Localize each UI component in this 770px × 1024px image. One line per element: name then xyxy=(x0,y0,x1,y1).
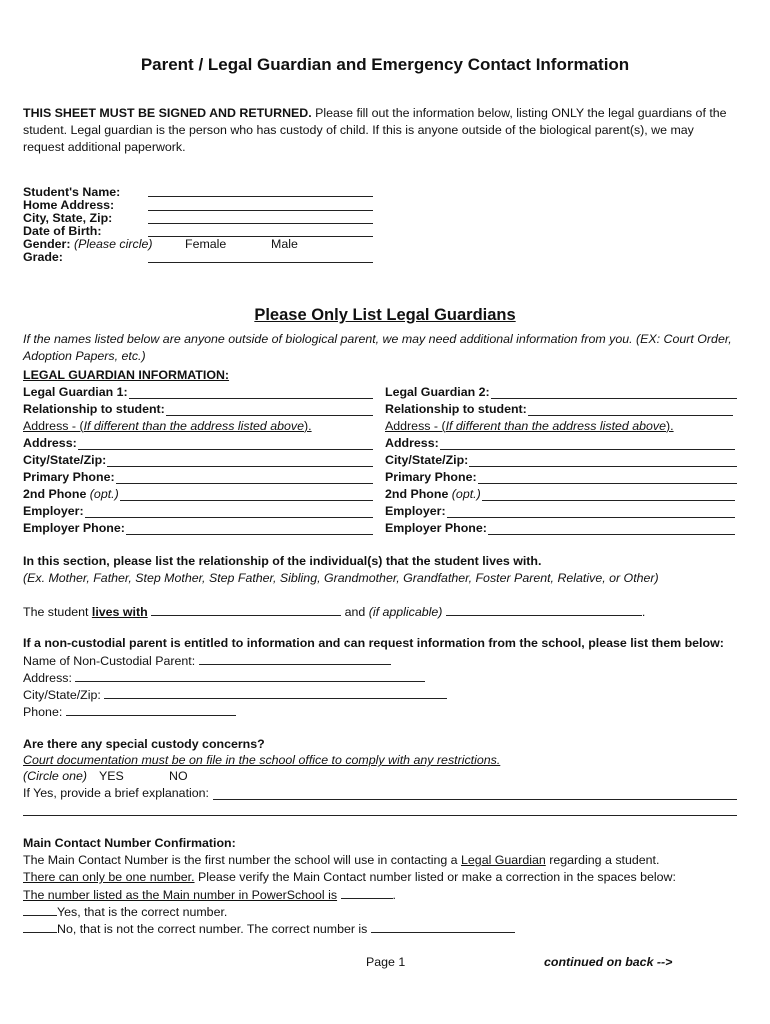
continued-on-back: continued on back --> xyxy=(544,955,673,969)
main-contact-no-row xyxy=(23,921,515,936)
non-custodial-phone-label: Phone: xyxy=(23,705,63,719)
custody-explain-field[interactable] xyxy=(213,788,737,800)
main-contact-yes-check[interactable] xyxy=(23,904,57,916)
guardian2-employer-phone-row[interactable] xyxy=(385,521,735,535)
guardian1-city-field[interactable] xyxy=(107,455,373,467)
main-contact-line-2 xyxy=(23,870,676,884)
non-custodial-phone-field[interactable] xyxy=(66,704,236,716)
non-custodial-name-label: Name of Non-Custodial Parent: xyxy=(23,654,196,668)
lives-with-examples: (Ex. Mother, Father, Step Mother, Step Father, Sibling, Grandmother, Grandfather, Foster Parent, Relative, or Other) xyxy=(23,571,659,585)
guardian1-employer-label: Employer: xyxy=(23,504,84,518)
guardian1-employer-field[interactable] xyxy=(85,506,373,518)
guardian2-address-label: Address: xyxy=(385,436,439,450)
guardian2-primary-phone-field[interactable] xyxy=(478,472,737,484)
guardian2-title: Legal Guardian 2: xyxy=(385,385,490,399)
guardian2-employer-phone-field[interactable] xyxy=(488,523,735,535)
guardian2-employer-phone-label: Employer Phone: xyxy=(385,521,487,535)
intro-bold: THIS SHEET MUST BE SIGNED AND RETURNED. xyxy=(23,106,312,120)
grade-field[interactable] xyxy=(148,262,373,263)
page-number: Page 1 xyxy=(366,955,406,969)
lives-with-second-field[interactable] xyxy=(446,604,642,616)
guardian2-name-field[interactable] xyxy=(491,387,737,399)
guardian2-address-note xyxy=(385,419,674,433)
lives-with-prefix: The student xyxy=(23,605,92,619)
lives-with-period: . xyxy=(641,605,646,619)
guardian1-employer-phone-row[interactable] xyxy=(23,521,373,535)
guardian2-address-field[interactable] xyxy=(440,438,735,450)
guardian2-city-row[interactable] xyxy=(385,453,737,467)
home-address-label: Home Address: xyxy=(23,198,115,212)
custody-explain-label: If Yes, provide a brief explanation: xyxy=(23,786,209,800)
lives-with-if-applicable: (if applicable) xyxy=(368,605,443,619)
lives-with-row xyxy=(23,604,645,619)
custody-circle-one: (Circle one) xyxy=(23,769,88,783)
guardian1-employer-row[interactable] xyxy=(23,504,373,518)
guardians-note-line-2: Adoption Papers, etc.) xyxy=(23,349,146,363)
student-name-label: Student's Name: xyxy=(23,185,121,199)
guardian1-primary-phone-field[interactable] xyxy=(116,472,373,484)
dob-field[interactable] xyxy=(148,236,373,237)
main-contact-one-number: There can only be one number. xyxy=(23,870,195,884)
guardian1-address-field[interactable] xyxy=(78,438,373,450)
main-contact-powerschool: The number listed as the Main number in PowerSchool is xyxy=(23,888,338,902)
gender-label: Gender: xyxy=(23,237,71,251)
guardian2-employer-field[interactable] xyxy=(447,506,735,518)
guardian2-relationship-row[interactable] xyxy=(385,402,733,416)
guardian1-relationship-row[interactable] xyxy=(23,402,373,416)
guardians-heading: Please Only List Legal Guardians xyxy=(254,306,516,324)
main-contact-line-3 xyxy=(23,887,396,902)
guardian2-city-field[interactable] xyxy=(469,455,737,467)
custody-yes-option[interactable]: YES xyxy=(99,769,124,783)
guardian2-relationship-label: Relationship to student: xyxy=(385,402,527,416)
guardian1-address-label: Address: xyxy=(23,436,77,450)
non-custodial-name-row xyxy=(23,653,391,668)
guardian1-title: Legal Guardian 1: xyxy=(23,385,128,399)
non-custodial-address-field[interactable] xyxy=(75,670,425,682)
intro-line-3: request additional paperwork. xyxy=(23,140,186,154)
non-custodial-heading: If a non-custodial parent is entitled to information and can request information from the school, please list them below: xyxy=(23,636,724,650)
guardian2-addr-note-suffix: ). xyxy=(666,419,674,433)
guardian1-second-phone-field[interactable] xyxy=(120,489,373,501)
lives-with-label: lives with xyxy=(91,605,148,619)
main-contact-number-field[interactable] xyxy=(341,887,393,899)
non-custodial-city-label: City/State/Zip: xyxy=(23,688,101,702)
guardian1-city-label: City/State/Zip: xyxy=(23,453,107,467)
main-contact-heading: Main Contact Number Confirmation: xyxy=(23,836,236,850)
custody-explain-field-2[interactable] xyxy=(23,815,737,816)
guardian2-primary-phone-row[interactable] xyxy=(385,470,737,484)
intro-line-2: student. Legal guardian is the person who has custody of child. If this is anyone outside of the biological parent(s), we may xyxy=(23,123,694,137)
guardian1-relationship-label: Relationship to student: xyxy=(23,402,165,416)
student-name-field[interactable] xyxy=(148,196,373,197)
intro-line-1-rest: Please fill out the information below, listing ONLY the legal guardians of the xyxy=(311,106,727,120)
guardian1-primary-phone-row[interactable] xyxy=(23,470,373,484)
guardian1-second-phone-row[interactable] xyxy=(23,487,373,501)
city-state-zip-field[interactable] xyxy=(148,223,373,224)
guardian1-city-row[interactable] xyxy=(23,453,373,467)
lives-with-and: and xyxy=(344,605,366,619)
main-contact-line-1-post: regarding a student. xyxy=(545,853,660,867)
dob-label: Date of Birth: xyxy=(23,224,102,238)
main-contact-line-2-rest: Please verify the Main Contact number listed or make a correction in the spaces below: xyxy=(194,870,676,884)
main-contact-yes-label: Yes, that is the correct number. xyxy=(57,905,228,919)
city-state-zip-label: City, State, Zip: xyxy=(23,211,113,225)
main-contact-no-label: No, that is not the correct number. The correct number is xyxy=(57,922,368,936)
guardian2-city-label: City/State/Zip: xyxy=(385,453,469,467)
guardian2-addr-note-italic: If different than the address listed above xyxy=(445,419,667,433)
guardian1-addr-note-suffix: ). xyxy=(304,419,312,433)
guardian1-name-row[interactable] xyxy=(23,385,373,399)
guardian2-addr-note-prefix: Address - ( xyxy=(385,419,446,433)
gender-female-option[interactable]: Female xyxy=(185,237,227,251)
main-contact-no-check[interactable] xyxy=(23,921,57,933)
guardian2-address-row[interactable] xyxy=(385,436,735,450)
guardian1-second-phone-label: 2nd Phone xyxy=(23,487,87,501)
gender-row xyxy=(23,237,152,251)
custody-no-option[interactable]: NO xyxy=(169,769,188,783)
main-contact-line-3-end: . xyxy=(392,888,396,902)
non-custodial-city-row xyxy=(23,687,447,702)
grade-label: Grade: xyxy=(23,250,63,264)
custody-explain-row xyxy=(23,786,737,800)
home-address-field[interactable] xyxy=(148,210,373,211)
guardian2-employer-label: Employer: xyxy=(385,504,446,518)
guardians-note-line-1: If the names listed below are anyone outside of biological parent, we may need additional information from you. (EX: Court Order, xyxy=(23,332,732,346)
guardian1-primary-phone-label: Primary Phone: xyxy=(23,470,115,484)
guardian2-opt-note: (opt.) xyxy=(451,487,481,501)
guardian1-addr-note-prefix: Address - ( xyxy=(23,419,84,433)
lives-with-field[interactable] xyxy=(151,604,341,616)
guardian2-primary-phone-label: Primary Phone: xyxy=(385,470,477,484)
gender-male-option[interactable]: Male xyxy=(271,237,298,251)
main-contact-line-1-pre: The Main Contact Number is the first number the school will use in contacting a xyxy=(23,853,462,867)
guardian2-employer-row[interactable] xyxy=(385,504,735,518)
guardian2-second-phone-label: 2nd Phone xyxy=(385,487,449,501)
main-contact-legal-guardian: Legal Guardian xyxy=(461,853,546,867)
intro-line-1 xyxy=(23,106,727,120)
non-custodial-name-field[interactable] xyxy=(199,653,391,665)
guardian2-name-row[interactable] xyxy=(385,385,737,399)
non-custodial-address-label: Address: xyxy=(23,671,72,685)
guardian1-address-note xyxy=(23,419,312,433)
guardian1-opt-note: (opt.) xyxy=(89,487,119,501)
guardian1-name-field[interactable] xyxy=(129,387,373,399)
main-contact-line-1 xyxy=(23,853,659,867)
guardian2-relationship-field[interactable] xyxy=(528,404,733,416)
guardian1-relationship-field[interactable] xyxy=(166,404,373,416)
lives-with-heading: In this section, please list the relationship of the individual(s) that the student lives with. xyxy=(23,554,542,568)
guardian1-employer-phone-field[interactable] xyxy=(126,523,373,535)
guardian1-employer-phone-label: Employer Phone: xyxy=(23,521,125,535)
guardian2-second-phone-row[interactable] xyxy=(385,487,735,501)
main-contact-correct-number-field[interactable] xyxy=(371,921,515,933)
main-contact-yes-row xyxy=(23,904,227,919)
gender-note: (Please circle) xyxy=(73,237,153,251)
guardian1-addr-note-italic: If different than the address listed above xyxy=(83,419,305,433)
non-custodial-address-row xyxy=(23,670,425,685)
non-custodial-city-field[interactable] xyxy=(104,687,447,699)
custody-heading: Are there any special custody concerns? xyxy=(23,737,265,751)
non-custodial-phone-row xyxy=(23,704,236,719)
custody-note: Court documentation must be on file in the school office to comply with any restrictions. xyxy=(23,753,501,767)
guardian2-second-phone-field[interactable] xyxy=(482,489,735,501)
guardian1-address-row[interactable] xyxy=(23,436,373,450)
page-title: Parent / Legal Guardian and Emergency Contact Information xyxy=(140,55,630,74)
legal-info-heading: LEGAL GUARDIAN INFORMATION: xyxy=(23,368,230,382)
